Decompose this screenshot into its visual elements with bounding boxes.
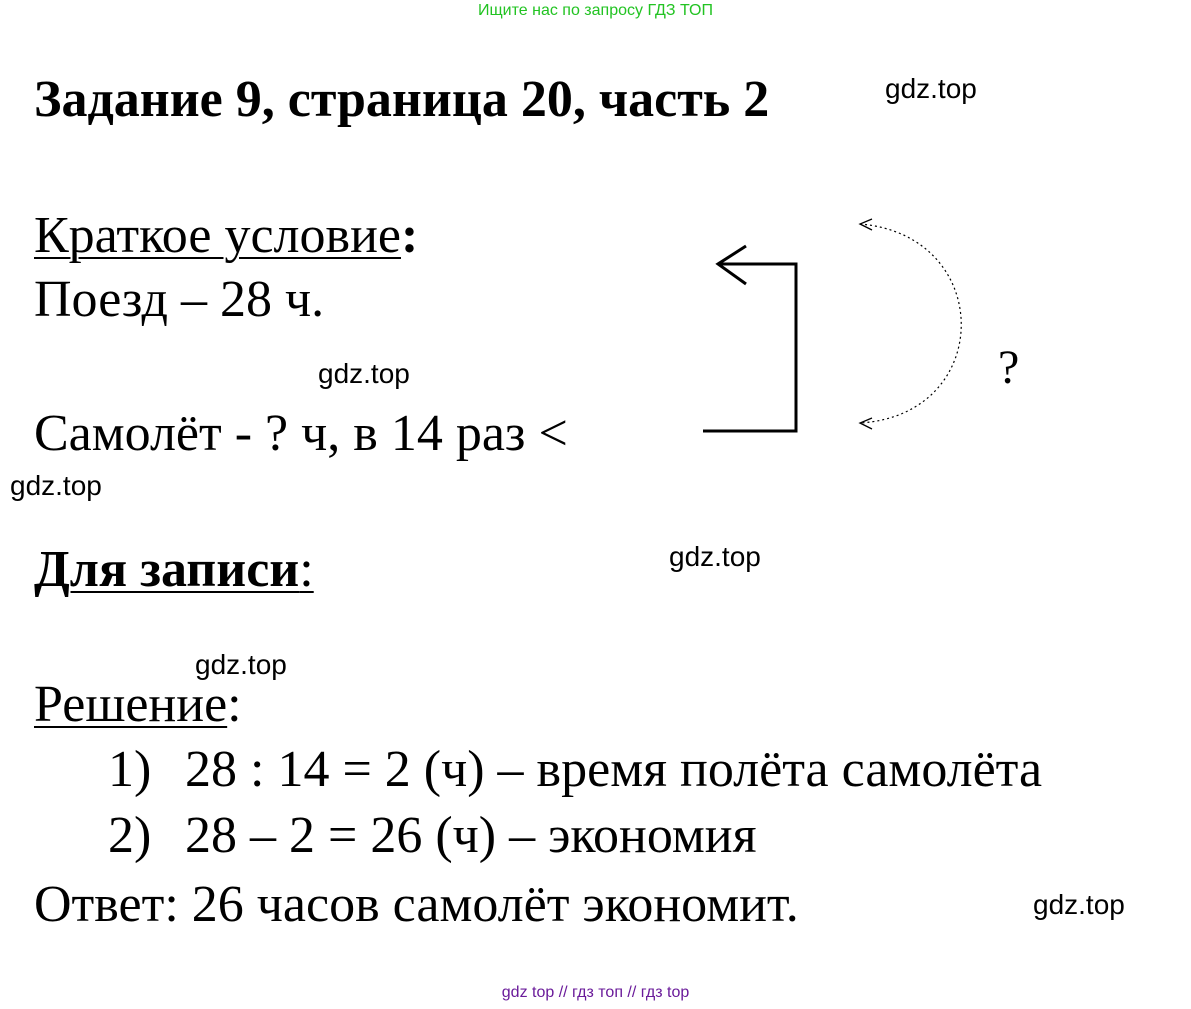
train-line: Поезд – 28 ч.: [34, 271, 325, 328]
solution-heading: [34, 675, 242, 734]
top-banner: Ищите нас по запросу ГДЗ ТОП: [478, 2, 713, 19]
step-2: 28 – 2 = 26 (ч) – экономия: [185, 807, 757, 864]
watermark: gdz.top: [885, 73, 977, 104]
answer-line: Ответ: 26 часов самолёт экономит.: [34, 876, 799, 933]
record-heading-text: Для записи: [34, 541, 300, 598]
condition-heading-colon: :: [400, 207, 419, 264]
condition-heading-text: Краткое условие: [34, 207, 401, 264]
solution-heading-colon: :: [227, 676, 242, 733]
watermark: gdz.top: [318, 358, 410, 389]
watermark: gdz.top: [10, 470, 102, 501]
step-2-number: 2): [108, 807, 152, 864]
watermark: gdz.top: [1033, 889, 1125, 920]
question-mark: ?: [998, 341, 1020, 394]
arc-arrow-bottom: [860, 418, 872, 429]
watermark: gdz.top: [669, 541, 761, 572]
page-title: Задание 9, страница 20, часть 2: [34, 71, 770, 128]
record-heading: [34, 540, 314, 599]
watermark: gdz.top: [195, 649, 287, 680]
record-heading-colon: :: [299, 541, 314, 598]
step-1: 28 : 14 = 2 (ч) – время полёта самолёта: [185, 741, 1043, 798]
dotted-arc: [860, 224, 961, 423]
step-1-number: 1): [108, 741, 152, 798]
bracket-line: [703, 264, 796, 431]
footer-links[interactable]: gdz top // гдз топ // гдз top: [501, 984, 690, 1001]
solution-heading-text: Решение: [34, 676, 228, 733]
plane-line: Самолёт - ? ч, в 14 раз <: [34, 405, 568, 462]
